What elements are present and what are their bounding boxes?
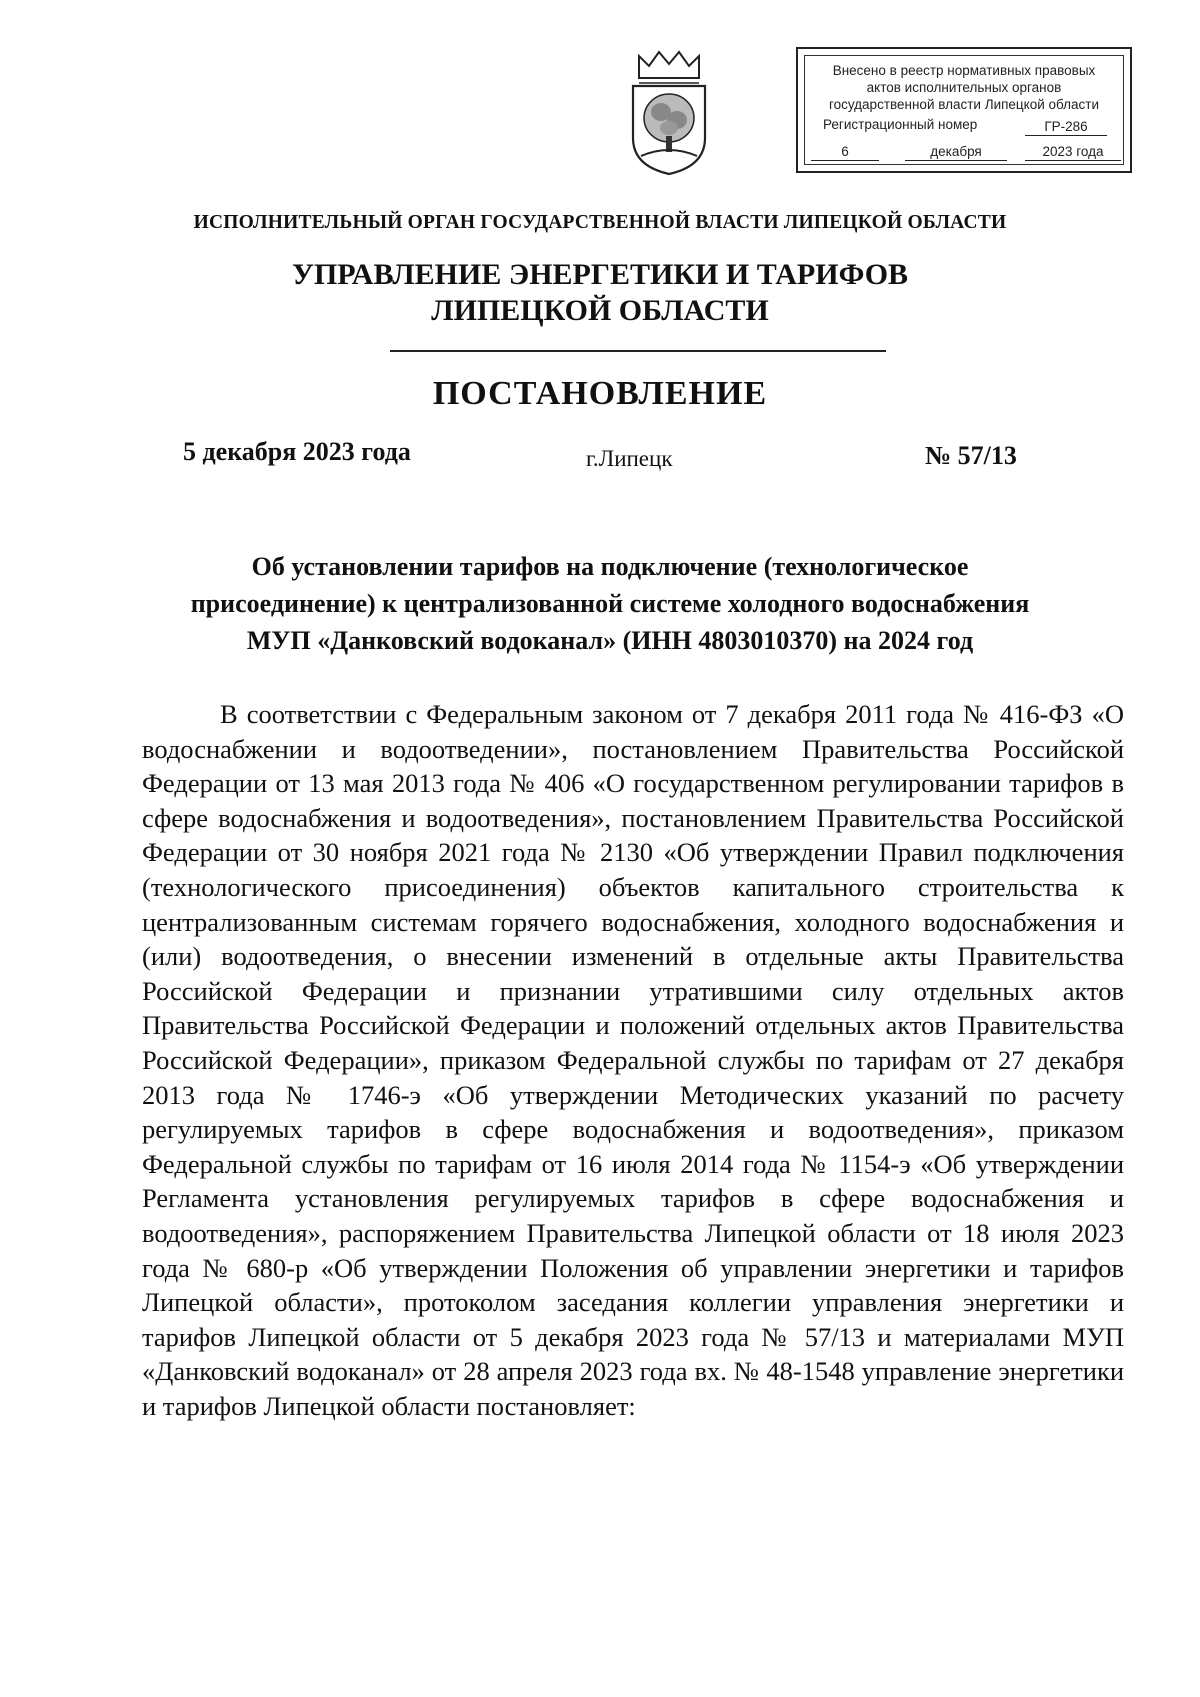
stamp-text-line3: государственной власти Липецкой области [828,97,1100,112]
stamp-year: 2023 года [1025,144,1121,161]
header-divider [390,350,886,352]
document-number: № 57/13 [925,441,1017,470]
document-date: 5 декабря 2023 года [183,437,411,466]
organization-name-line2: ЛИПЕЦКОЙ ОБЛАСТИ [431,294,769,327]
body-paragraph: В соответствии с Федеральным законом от 7 декабря 2011 года № 416-ФЗ «О водоснабжении и водоотведении», постановлением Правительства Российской Федерации от 13 мая 2013 года № 406 «О государственном регулировании тарифов в сфере водоснабжения и водоотведения», постановлением Правительства Российской Федерации от 30 ноября 2021 года № 2130 «Об утверждении Правил подключения (технологического присоединения) объектов капитального строительства к централизованным системам горячего водоснабжения, холодного водоснабжения и (или) водоотведения, о внесении изменений в отдельные акты Правительства Российской Федерации и признании утратившими силу отдельных актов Правительства Российской Федерации и положений отдельных актов Правительства Российской Федерации», приказом Федеральной службы по тарифам от 27 декабря 2013 года № 1746-э «Об утверждении Методических указаний по расчету регулируемых тарифов в сфере водоснабжения и водоотведения», приказом Федеральной службы по тарифам от 16 июля 2014 года № 1154-э «Об утверждении Регламента установления регулируемых тарифов в сфере водоснабжения и водоотведения», распоряжением Правительства Липецкой области от 18 июля 2023 года № 680-р «Об утверждении Положения об управлении энергетики и тарифов Липецкой области», протоколом заседания коллегии управления энергетики и тарифов Липецкой области от 5 декабря 2023 года № 57/13 и материалами МУП «Данковский водоканал» от 28 апреля 2023 года вх. № 48-1548 управление энергетики и тарифов Липецкой области постановляет: [142,699,1124,1421]
coat-of-arms-emblem [625,48,713,178]
subject-line2: присоединение) к централизованной системе холодного водоснабжения [190,589,1030,618]
organization-name [0,257,1200,329]
stamp-month: декабря [905,144,1007,161]
stamp-reg-label: Регистрационный номер [823,117,978,132]
document-city: г.Липецк [586,446,673,471]
stamp-day: 6 [811,144,879,161]
registry-stamp [796,47,1132,173]
coat-of-arms-icon [625,48,713,178]
organization-name-line1: УПРАВЛЕНИЕ ЭНЕРГЕТИКИ И ТАРИФОВ [291,258,909,291]
stamp-text-line1: Внесено в реестр нормативных правовых [832,63,1096,78]
issuing-authority: ИСПОЛНИТЕЛЬНЫЙ ОРГАН ГОСУДАРСТВЕННОЙ ВЛАСТИ ЛИПЕЦКОЙ ОБЛАСТИ [193,212,1007,233]
subject-line3: МУП «Данковский водоканал» (ИНН 4803010370) на 2024 год [246,626,974,655]
document-subject [150,548,1070,659]
stamp-reg-number: ГР-286 [1025,119,1107,136]
registry-stamp-frame [804,55,1124,165]
stamp-text-line2: актов исполнительных органов [866,80,1062,95]
document-type-title: ПОСТАНОВЛЕНИЕ [432,375,768,412]
subject-line1: Об установлении тарифов на подключение (технологическое [251,552,969,581]
